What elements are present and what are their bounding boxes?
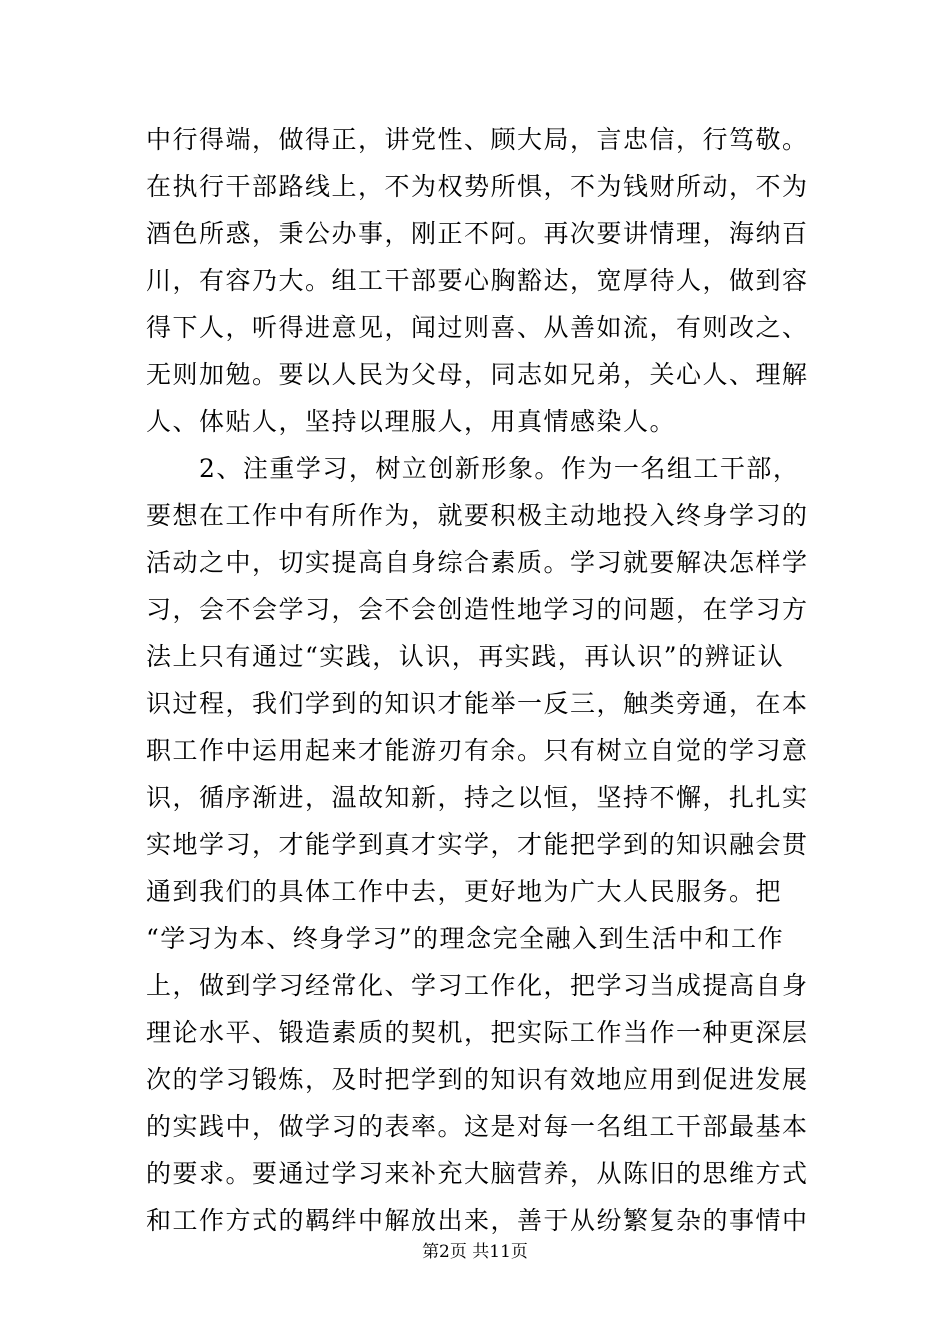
- text-line: 次的学习锻炼，及时把学到的知识有效地应用到促进发展: [146, 1065, 809, 1094]
- text-line: 理论水平、锻造素质的契机，把实际工作当作一种更深层: [146, 1018, 809, 1047]
- text-line: 的实践中，做学习的表率。这是对每一名组工干部最基本: [146, 1112, 809, 1141]
- text-line: 的要求。要通过学习来补充大脑营养，从陈旧的思维方式: [146, 1159, 809, 1188]
- text-line: 上，做到学习经常化、学习工作化，把学习当成提高自身: [146, 971, 809, 1000]
- text-line: 2、注重学习，树立创新形象。作为一名组工干部，: [146, 454, 800, 483]
- text-line: 法上只有通过“实践，认识，再实践，再认识”的辨证认: [146, 642, 785, 671]
- text-line: 和工作方式的羁绊中解放出来，善于从纷繁复杂的事情中: [146, 1206, 809, 1235]
- text-line: 在执行干部路线上，不为权势所惧，不为钱财所动，不为: [146, 172, 809, 201]
- text-line: 川，有容乃大。组工干部要心胸豁达，宽厚待人，做到容: [146, 266, 809, 295]
- text-line: 得下人，听得进意见，闻过则喜、从善如流，有则改之、: [146, 313, 809, 342]
- page-number-footer: 第2页 共11页: [422, 1242, 528, 1262]
- text-line: 活动之中，切实提高自身综合素质。学习就要解决怎样学: [146, 548, 809, 577]
- text-line: 中行得端，做得正，讲党性、顾大局，言忠信，行笃敬。: [146, 125, 809, 154]
- text-line: 人、体贴人，坚持以理服人，用真情感染人。: [146, 407, 677, 436]
- text-line: 实地学习，才能学到真才实学，才能把学到的知识融会贯: [146, 830, 809, 859]
- text-line: “学习为本、终身学习”的理念完全融入到生活中和工作: [146, 924, 785, 953]
- text-line: 酒色所惑，秉公办事，刚正不阿。再次要讲情理，海纳百: [146, 219, 809, 248]
- text-line: 职工作中运用起来才能游刃有余。只有树立自觉的学习意: [146, 736, 809, 765]
- text-line: 识，循序渐进，温故知新，持之以恒，坚持不懈，扎扎实: [146, 783, 809, 812]
- text-line: 无则加勉。要以人民为父母，同志如兄弟，关心人、理解: [146, 360, 809, 389]
- text-line: 识过程，我们学到的知识才能举一反三，触类旁通，在本: [146, 689, 809, 718]
- text-line: 通到我们的具体工作中去，更好地为广大人民服务。把: [146, 877, 783, 906]
- text-line: 习，会不会学习，会不会创造性地学习的问题，在学习方: [146, 595, 809, 624]
- text-line: 要想在工作中有所作为，就要积极主动地投入终身学习的: [146, 501, 809, 530]
